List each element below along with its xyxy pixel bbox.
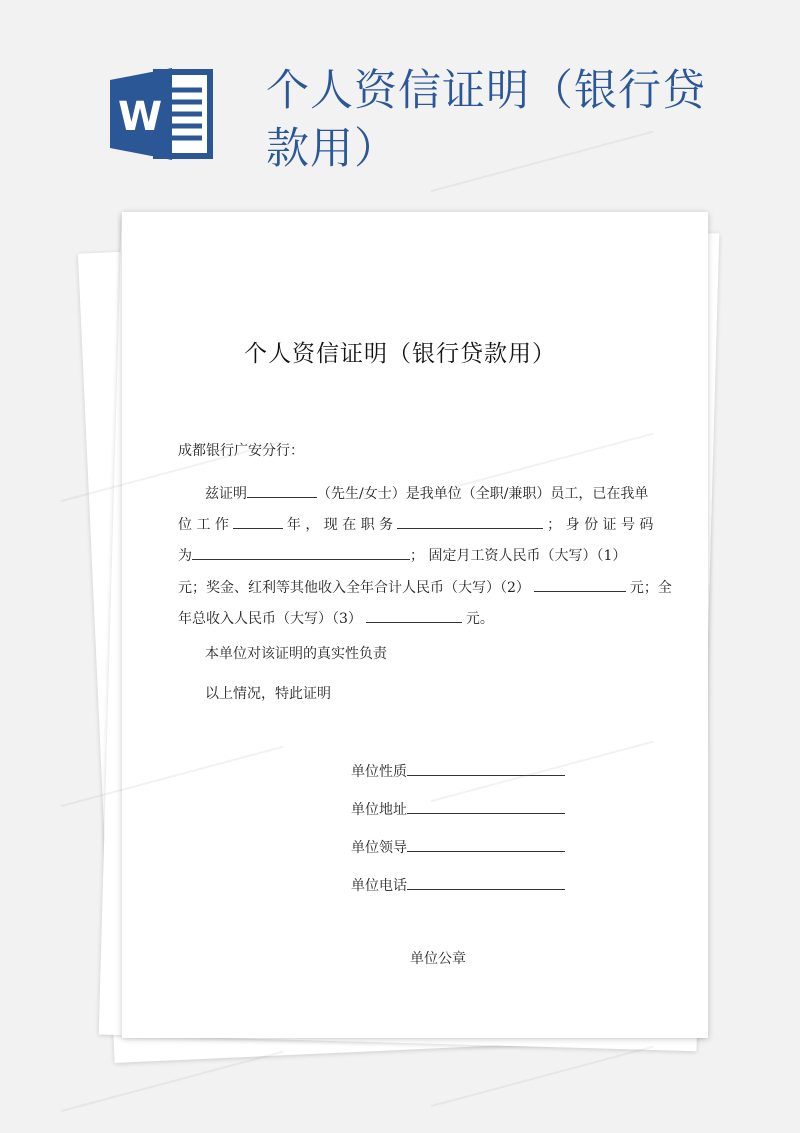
page-title-line1: 个人资信证明（银行贷 <box>266 66 706 116</box>
blank-id-number <box>192 544 410 560</box>
svg-text:W: W <box>118 94 163 140</box>
paragraph-line: 位 工 作 年 ， 现 在 职 务 ； 身 份 证 号 码 <box>178 513 653 534</box>
page-title-line2: 款用） <box>266 124 398 174</box>
blank-name <box>247 482 317 498</box>
salutation: 成都银行广安分行： <box>178 443 304 459</box>
watermark <box>431 1046 659 1129</box>
field-unit-nature: 单位性质 <box>351 760 565 781</box>
statement-certify: 以上情况，特此证明 <box>205 686 331 702</box>
blank-bonus <box>534 576 626 592</box>
paragraph-line: 为 ； 固定月工资人民币（大写）（1） <box>178 544 626 565</box>
paragraph-line: 元；奖金、红利等其他收入全年合计人民币（大写）（2） 元；全 <box>178 576 672 597</box>
blank-position <box>397 513 543 529</box>
word-document-icon <box>110 68 214 160</box>
field-unit-address: 单位地址 <box>351 798 565 819</box>
page-title <box>266 62 766 178</box>
document-title: 个人资信证明（银行贷款用） <box>244 341 556 367</box>
field-unit-phone: 单位电话 <box>351 874 565 895</box>
blank-years <box>233 513 283 529</box>
blank-total-income <box>366 607 462 623</box>
official-seal-label: 单位公章 <box>410 951 466 967</box>
paragraph-line: 兹证明 （先生/女士）是我单位（全职/兼职）员工，已在我单 <box>205 482 648 503</box>
watermark <box>61 1051 289 1133</box>
paragraph-line: 年总收入人民币（大写）（3） 元。 <box>178 607 494 628</box>
statement-responsibility: 本单位对该证明的真实性负责 <box>205 646 387 662</box>
field-unit-leader: 单位领导 <box>351 836 565 857</box>
